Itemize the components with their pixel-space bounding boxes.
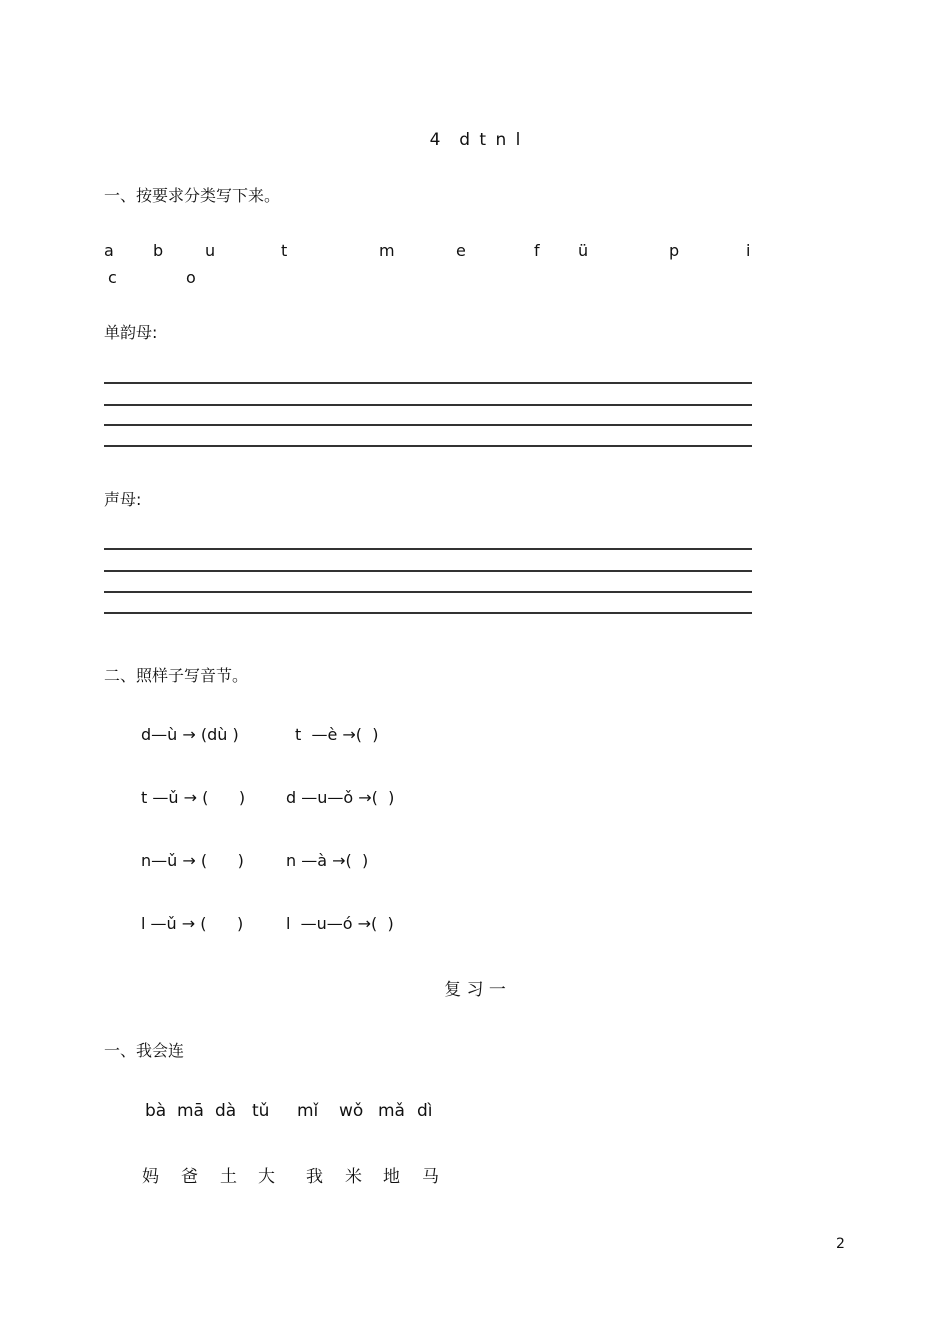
pinyin-syllable: mǎ <box>378 1101 405 1121</box>
page-title: 4 d t n l <box>429 130 521 150</box>
letter: a <box>104 241 114 260</box>
review-title: 复 习 一 <box>444 980 506 1000</box>
letter: o <box>186 268 196 287</box>
exercise-right: d —u—ǒ →( ) <box>286 788 395 807</box>
letter: i <box>746 241 751 260</box>
exercise-right: n —à →( ) <box>286 851 369 870</box>
writing-line <box>104 382 752 384</box>
pinyin-syllable: dì <box>417 1101 433 1121</box>
letter: f <box>534 241 540 260</box>
letter: p <box>669 241 680 260</box>
writing-line <box>104 548 752 550</box>
pinyin-syllable: bà <box>145 1101 167 1121</box>
pinyin-syllable: dà <box>215 1101 237 1121</box>
letter: t <box>281 241 288 260</box>
letter: m <box>379 241 395 260</box>
pinyin-syllable: mā <box>177 1101 204 1121</box>
exercise-left: t —ǔ → ( ) <box>141 788 246 807</box>
section2-heading: 二、照样子写音节。 <box>104 666 249 685</box>
exercise-left: n—ǔ → ( ) <box>141 851 244 870</box>
page-number: 2 <box>836 1236 845 1252</box>
hanzi-character: 马 <box>422 1167 439 1187</box>
writing-line <box>104 424 752 426</box>
hanzi-character: 爸 <box>181 1167 198 1187</box>
exercise-right: t —è →( ) <box>295 725 379 744</box>
writing-line <box>104 570 752 572</box>
hanzi-character: 土 <box>220 1167 237 1187</box>
hanzi-character: 妈 <box>142 1167 159 1187</box>
hanzi-character: 大 <box>258 1167 275 1187</box>
exercise-left: d—ù → (dù ) <box>141 725 239 744</box>
writing-line <box>104 404 752 406</box>
letter: e <box>456 241 466 260</box>
group1-label: 单韵母: <box>104 323 158 342</box>
group2-label: 声母: <box>104 490 142 509</box>
letter: c <box>108 268 117 287</box>
hanzi-character: 米 <box>345 1167 362 1187</box>
pinyin-syllable: tǔ <box>252 1101 270 1121</box>
writing-line <box>104 612 752 614</box>
writing-line <box>104 445 752 447</box>
letter: ü <box>578 241 589 260</box>
letter: b <box>153 241 164 260</box>
review-heading: 一、我会连 <box>104 1041 185 1060</box>
pinyin-syllable: wǒ <box>339 1101 364 1121</box>
hanzi-character: 地 <box>383 1167 400 1187</box>
section1-heading: 一、按要求分类写下来。 <box>104 186 281 205</box>
exercise-right: l —u—ó →( ) <box>286 914 394 933</box>
exercise-left: l —ǔ → ( ) <box>141 914 244 933</box>
hanzi-character: 我 <box>306 1167 323 1187</box>
pinyin-syllable: mǐ <box>297 1101 319 1121</box>
letter: u <box>205 241 216 260</box>
writing-line <box>104 591 752 593</box>
